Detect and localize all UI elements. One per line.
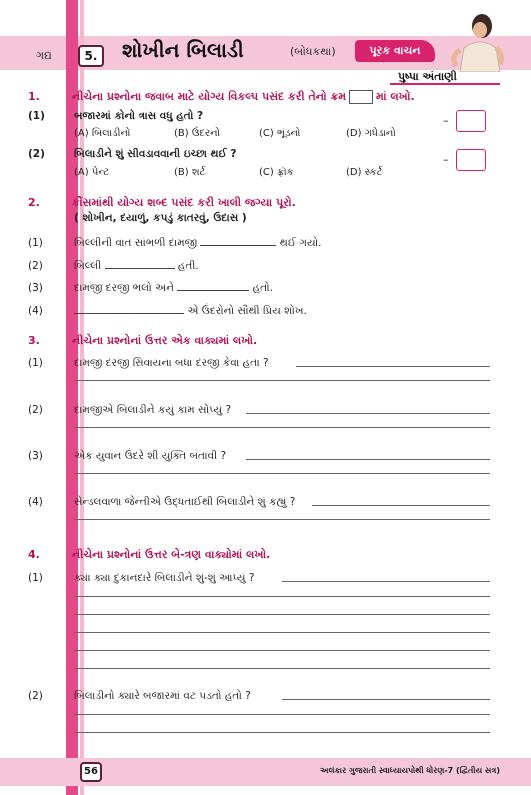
fill-blank[interactable] bbox=[200, 245, 276, 246]
q2-item-4-after: એ ઉંદરોનો સૌથી પ્રિય શોખ. bbox=[187, 305, 307, 317]
q2-item-1 bbox=[28, 237, 322, 250]
q3-item-3-num: (3) bbox=[28, 450, 43, 462]
q2-item-4 bbox=[28, 305, 307, 318]
option: (A) બિલાડીનો bbox=[74, 128, 131, 139]
option: (A) પેન્ટ bbox=[74, 167, 110, 178]
q3-number: 3. bbox=[28, 334, 40, 347]
answer-line[interactable] bbox=[74, 632, 490, 633]
q3-item-3 bbox=[28, 450, 226, 463]
author-name: પુષ્પા અંતાણી bbox=[398, 70, 457, 83]
q1-item-1-text: બજારમાં કોનો ત્રાસ વધુ હતો ? bbox=[74, 110, 204, 122]
fill-blank[interactable] bbox=[74, 313, 184, 314]
fill-blank[interactable] bbox=[177, 290, 249, 291]
book-title: અલંકાર ગુજરાતી સ્વાધ્યાયપોથી ધોરણ-7 (દ્વિતીય સત્ર) bbox=[320, 766, 500, 775]
answer-line[interactable] bbox=[246, 413, 490, 414]
q3-item-4-text: સેન્ડલવાળા જેન્તીએ ઉદ્ધતાઈથી બિલાડીને શું કહ્યું ? bbox=[74, 496, 296, 508]
q3-item-4 bbox=[28, 496, 295, 509]
q3-item-2-text: દામજીએ બિલાડીને કયું કામ સોંપ્યું ? bbox=[74, 404, 232, 416]
q1-item-2-text: બિલાડીને શું સીવડાવવાની ઇચ્છા થઈ ? bbox=[74, 148, 237, 160]
q2-heading bbox=[28, 196, 296, 210]
answer-line[interactable] bbox=[74, 473, 490, 474]
q1-item-2-num: (2) bbox=[28, 148, 45, 160]
answer-box-2[interactable] bbox=[456, 149, 486, 171]
q2-item-2-before: બિલ્લી bbox=[74, 260, 102, 272]
q1-item-1-num: (1) bbox=[28, 110, 45, 122]
answer-line[interactable] bbox=[282, 699, 490, 700]
answer-line[interactable] bbox=[74, 668, 490, 669]
answer-line[interactable] bbox=[296, 366, 490, 367]
answer-dash: – bbox=[443, 153, 449, 166]
answer-line[interactable] bbox=[74, 650, 490, 651]
q4-item-2-num: (2) bbox=[28, 690, 43, 702]
q2-item-2-after: હતી. bbox=[177, 260, 199, 272]
answer-dash: – bbox=[443, 114, 449, 127]
author-underline bbox=[390, 83, 500, 85]
q2-item-1-num: (1) bbox=[28, 237, 43, 249]
answer-line[interactable] bbox=[74, 519, 490, 520]
q3-heading bbox=[28, 334, 257, 348]
q4-heading bbox=[28, 548, 270, 562]
answer-line[interactable] bbox=[246, 459, 490, 460]
q3-item-1-num: (1) bbox=[28, 357, 43, 369]
q1-number: 1. bbox=[28, 90, 40, 103]
author-portrait-icon bbox=[430, 8, 508, 72]
lesson-number: 5. bbox=[78, 45, 104, 67]
q1-heading bbox=[28, 90, 415, 104]
q4-item-2-text: બિલાડીનો ક્યારે બજારમાં વટ પડતો હતો ? bbox=[74, 690, 251, 702]
q4-number: 4. bbox=[28, 548, 40, 561]
q3-item-2 bbox=[28, 404, 231, 417]
answer-line[interactable] bbox=[74, 714, 490, 715]
q1-text-before: નીચેના પ્રશ્નોના જવાબ માટે યોગ્ય વિકલ્પ પસંદ કરી તેનો ક્રમ bbox=[72, 90, 347, 103]
page-number: 56 bbox=[80, 762, 102, 782]
option: (D) સ્કર્ટ bbox=[346, 167, 383, 178]
q1-item-2 bbox=[28, 148, 236, 161]
q2-item-3-num: (3) bbox=[28, 282, 43, 294]
q3-item-2-num: (2) bbox=[28, 404, 43, 416]
answer-line[interactable] bbox=[282, 581, 490, 582]
q4-item-1 bbox=[28, 572, 254, 585]
lesson-type: (બોધકથા) bbox=[290, 45, 336, 58]
q2-item-3 bbox=[28, 282, 273, 295]
q2-item-4-num: (4) bbox=[28, 305, 43, 317]
option: (B) શર્ટ bbox=[174, 167, 206, 178]
section-label: ગદ્ય bbox=[36, 49, 52, 62]
answer-line[interactable] bbox=[74, 596, 490, 597]
answer-line[interactable] bbox=[74, 614, 490, 615]
q2-item-3-after: હતો. bbox=[252, 282, 274, 294]
q4-item-1-num: (1) bbox=[28, 572, 43, 584]
q2-item-1-before: બિલ્લીની વાત સાંભળી દામજી bbox=[74, 237, 198, 249]
option: (B) ઉંદરનો bbox=[174, 128, 221, 139]
lesson-title: શોખીન બિલાડી bbox=[122, 38, 244, 62]
q4-item-1-text: ક્યા ક્યા દુકાનદારે બિલાડીને શું-શું આપ્યું ? bbox=[74, 572, 255, 584]
fill-blank[interactable] bbox=[105, 268, 175, 269]
answer-box-1[interactable] bbox=[456, 110, 486, 132]
q1-inline-box bbox=[349, 90, 373, 104]
q1-item-1 bbox=[28, 110, 203, 123]
supplementary-reading-tag: પૂરક વાચન bbox=[355, 40, 435, 62]
q3-text: નીચેના પ્રશ્નોનાં ઉત્તર એક વાક્યમાં લખો. bbox=[72, 334, 258, 347]
q4-text: નીચેના પ્રશ્નોનાં ઉત્તર બે-ત્રણ વાક્યોમાં લખો. bbox=[72, 548, 271, 561]
q3-item-3-text: એક યુવાન ઉંદરે શી યુક્તિ બતાવી ? bbox=[74, 450, 227, 462]
answer-line[interactable] bbox=[74, 380, 490, 381]
q2-number: 2. bbox=[28, 196, 40, 209]
q2-word-bank: ( શોખીન, દયાળું, કપડું કાતરવું, ઉદાસ ) bbox=[74, 212, 247, 224]
q4-item-2 bbox=[28, 690, 251, 703]
q3-item-1-text: દામજી દરજી સિવાયના બધા દરજી કેવા હતા ? bbox=[74, 357, 269, 369]
q2-item-2-num: (2) bbox=[28, 260, 43, 272]
q2-item-3-before: દામજી દરજી ભલો અને bbox=[74, 282, 174, 294]
q2-text: કૌંસમાંથી યોગ્ય શબ્દ પસંદ કરી ખાલી જગ્યા પૂરો. bbox=[72, 196, 296, 209]
answer-line[interactable] bbox=[74, 732, 490, 733]
answer-line[interactable] bbox=[74, 427, 490, 428]
q2-item-2 bbox=[28, 260, 199, 273]
answer-line[interactable] bbox=[312, 505, 490, 506]
option: (D) ગધેડાનો bbox=[346, 128, 396, 139]
q3-item-4-num: (4) bbox=[28, 496, 43, 508]
option: (C) ફ્રૉક bbox=[259, 167, 294, 178]
q2-item-1-after: થઈ ગયો. bbox=[279, 237, 322, 249]
option: (C) ભૂંડનો bbox=[259, 128, 301, 139]
q1-text-after: માં લખો. bbox=[376, 90, 415, 103]
q3-item-1 bbox=[28, 357, 269, 370]
